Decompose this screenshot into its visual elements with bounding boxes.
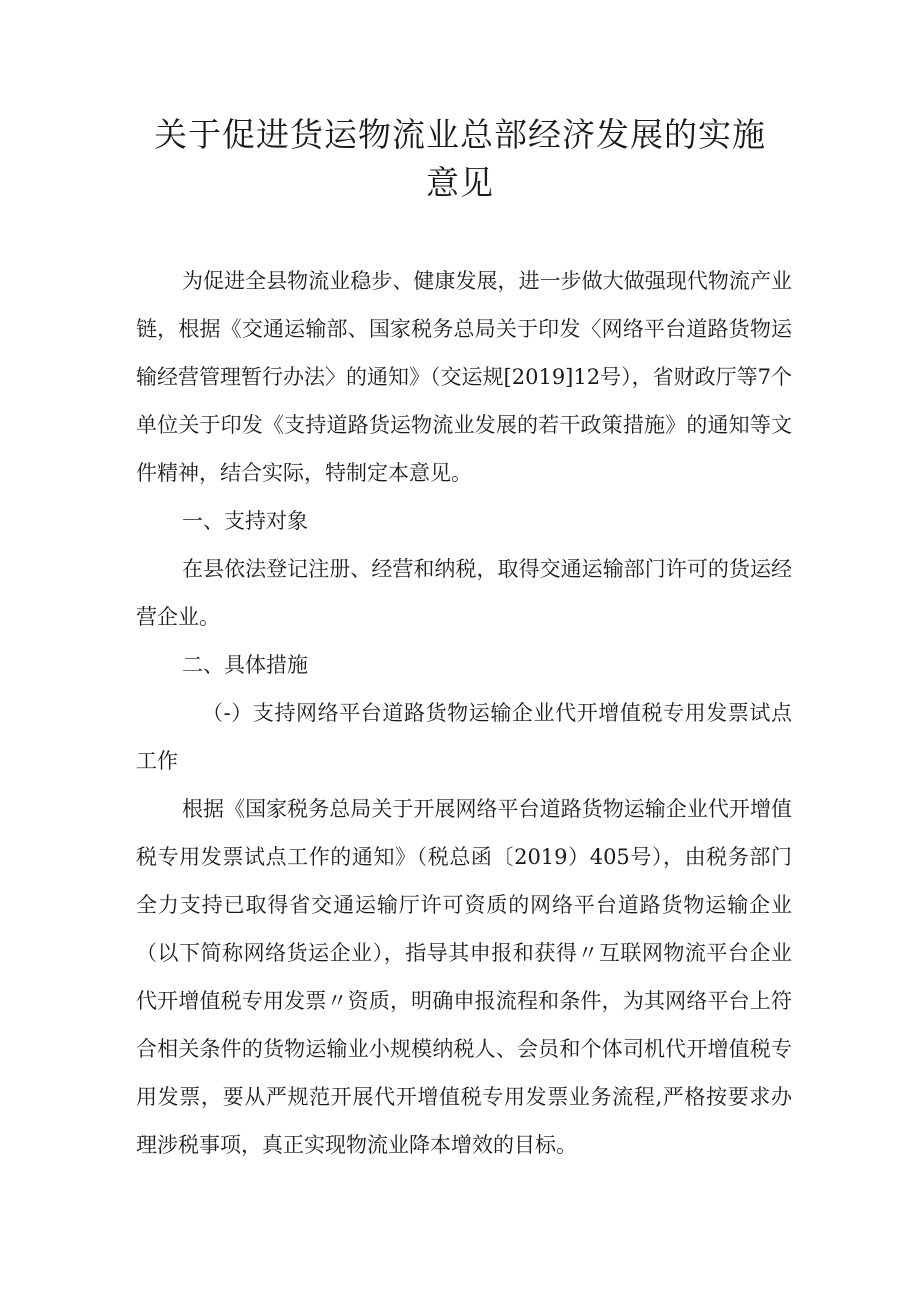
- intro-paragraph: 为促进全县物流业稳步、健康发展，进一步做大做强现代物流产业链，根据《交通运输部、国家税务总局关于印发〈网络平台道路货物运输经营管理暂行办法〉的通知》（交运规[2019]12号），省财政厅等7个单位关于印发《支持道路货运物流业发展的若干政策措施》的通知等文件精神，结合实际，特制定本意见。: [136, 269, 792, 485]
- section-1-paragraph: 在县依法登记注册、经营和纳税，取得交通运输部门许可的货运经营企业。: [136, 557, 792, 629]
- section-2-heading: 二、具体措施: [182, 653, 308, 677]
- document-title-line-1: 关于促进货运物流业总部经济发展的实施: [154, 115, 766, 154]
- subsection-1-paragraph: 根据《国家税务总局关于开展网络平台道路货物运输企业代开增值税专用发票试点工作的通知》（税总函〔2019）405号），由税务部门全力支持已取得省交通运输厅许可资质的网络平台道路货物运输企业（以下简称网络货运企业），指导其申报和获得〃互联网物流平台企业代开增值税专用发票〃资质，明确申报流程和条件，为其网络平台上符合相关条件的货物运输业小规模纳税人、会员和个体司机代开增值税专用发票，要从严规范开展代开增值税专用发票业务流程,严格按要求办理涉税事项，真正实现物流业降本增效的目标。: [136, 797, 792, 1157]
- section-1-heading: 一、支持对象: [182, 509, 308, 533]
- document-title-line-2: 意见: [426, 163, 494, 202]
- subsection-1-heading: （-）支持网络平台道路货物运输企业代开增值税专用发票试点工作: [136, 701, 792, 773]
